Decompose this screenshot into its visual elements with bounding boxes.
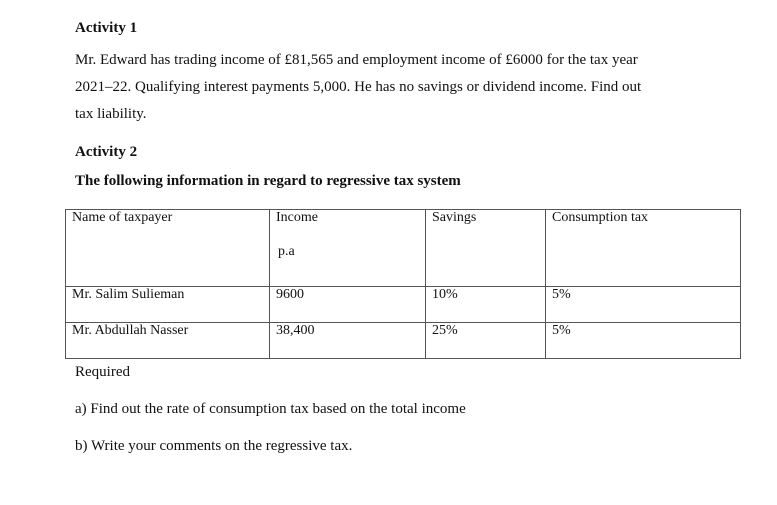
cell-consumption-tax: 5% <box>546 287 741 323</box>
cell-taxpayer-name: Mr. Abdullah Nasser <box>66 323 270 359</box>
cell-taxpayer-name: Mr. Salim Sulieman <box>66 287 270 323</box>
cell-consumption-tax: 5% <box>546 323 741 359</box>
header-income <box>270 210 426 287</box>
activity-2-heading: Activity 2 <box>75 144 138 160</box>
header-savings: Savings <box>426 210 546 287</box>
table-row <box>66 287 741 323</box>
activity-1-heading: Activity 1 <box>75 20 138 36</box>
cell-savings: 10% <box>426 287 546 323</box>
cell-income: 38,400 <box>270 323 426 359</box>
required-label: Required <box>75 364 130 380</box>
activity-1-line-3: tax liability. <box>75 106 147 122</box>
activity-1-line-1: Mr. Edward has trading income of £81,565 and employment income of £6000 for the tax year <box>75 52 638 68</box>
activity-2-intro: The following information in regard to regressive tax system <box>75 173 461 189</box>
task-b: b) Write your comments on the regressive tax. <box>75 438 353 454</box>
header-name-of-taxpayer: Name of taxpayer <box>66 210 270 287</box>
cell-income: 9600 <box>270 287 426 323</box>
activity-1-line-2: 2021–22. Qualifying interest payments 5,000. He has no savings or dividend income. Find out <box>75 79 642 95</box>
table-row <box>66 323 741 359</box>
table-header-row <box>66 210 741 287</box>
taxpayer-table <box>65 209 741 359</box>
task-a: a) Find out the rate of consumption tax based on the total income <box>75 401 466 417</box>
header-income-label: Income <box>276 210 318 225</box>
header-income-sub: p.a <box>278 244 295 259</box>
cell-savings: 25% <box>426 323 546 359</box>
header-consumption-tax: Consumption tax <box>546 210 741 287</box>
